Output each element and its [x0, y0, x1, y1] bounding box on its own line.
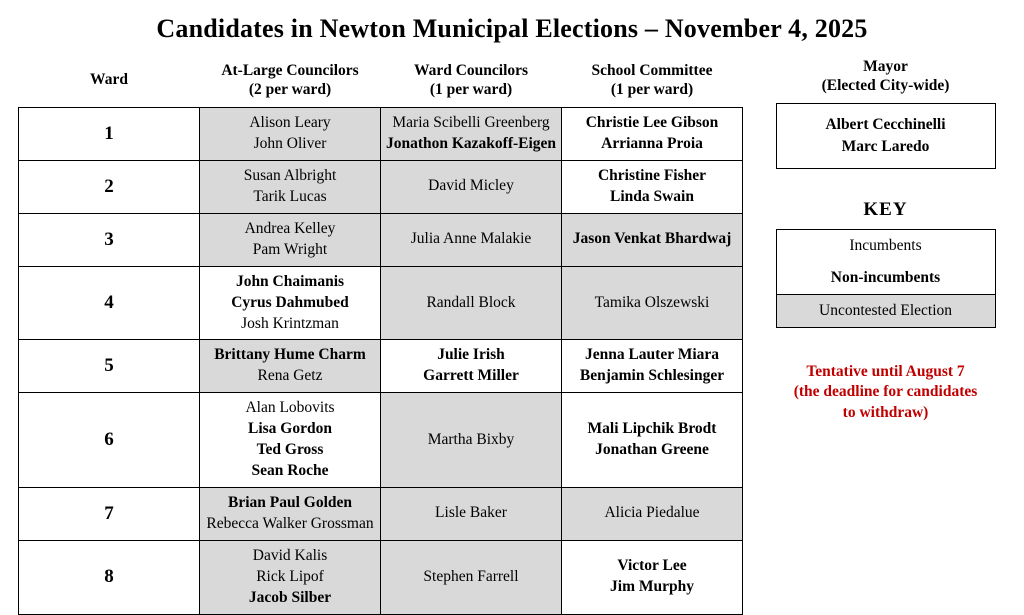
candidate-name: Rena Getz — [257, 367, 323, 385]
school-committee-cell — [562, 266, 743, 340]
key-title: KEY — [863, 198, 908, 220]
at-large-cell — [200, 393, 381, 488]
at-large-cell — [200, 108, 381, 161]
ward-number: 1 — [19, 108, 200, 161]
at-large-cell — [200, 488, 381, 541]
column-header-ward-councilors-line2: (1 per ward) — [429, 80, 513, 98]
mayor-heading-line1: Mayor — [863, 58, 908, 75]
at-large-cell — [200, 340, 381, 393]
ward-number: 7 — [19, 488, 200, 541]
ward-number: 2 — [19, 161, 200, 214]
column-header-school-committee-line2: (1 per ward) — [610, 80, 694, 98]
table-row — [19, 488, 743, 541]
school-committee-cell — [562, 540, 743, 614]
ward-councilor-cell — [381, 161, 562, 214]
side-column — [765, 58, 1006, 424]
candidate-name: John Oliver — [253, 135, 327, 153]
candidate-name: David Micley — [428, 177, 514, 195]
candidate-name: John Chaimanis — [235, 272, 345, 290]
candidate-name: Maria Scibelli Greenberg — [392, 114, 550, 132]
page-title: Candidates in Newton Municipal Elections – November 4, 2025 — [156, 14, 868, 43]
tentative-note-line3: to withdraw) — [842, 404, 929, 422]
candidate-name: Benjamin Schlesinger — [579, 367, 725, 385]
content-area — [0, 44, 1024, 615]
candidate-name: Andrea Kelley — [244, 219, 336, 237]
column-header-at-large-line1: At-Large Councilors — [221, 62, 359, 79]
candidate-name: Lisle Baker — [435, 504, 507, 522]
ward-number: 5 — [19, 340, 200, 393]
candidate-name: Susan Albright — [243, 167, 337, 185]
table-row — [19, 540, 743, 614]
candidate-name: Victor Lee — [617, 557, 687, 575]
school-committee-cell — [562, 488, 743, 541]
table-row — [19, 161, 743, 214]
ward-councilor-cell — [381, 108, 562, 161]
ward-number: 8 — [19, 540, 200, 614]
candidate-name: Jason Venkat Bhardwaj — [572, 230, 732, 248]
at-large-cell — [200, 266, 381, 340]
candidate-name: Julia Anne Malakie — [410, 230, 532, 248]
candidate-name: Christine Fisher — [597, 167, 707, 185]
column-header-ward: Ward — [90, 71, 128, 89]
at-large-cell — [200, 540, 381, 614]
candidate-name: Sean Roche — [251, 462, 329, 480]
ward-number: 6 — [19, 393, 200, 488]
mayor-candidates-box — [776, 103, 996, 168]
mayor-candidate: Marc Laredo — [841, 137, 930, 155]
candidate-name: Jenna Lauter Miara — [584, 346, 720, 364]
candidate-name: David Kalis — [252, 546, 328, 564]
mayor-heading-line2: (Elected City-wide) — [821, 76, 950, 94]
ward-number: 3 — [19, 213, 200, 266]
candidate-name: Randall Block — [426, 293, 516, 311]
ward-councilor-cell — [381, 213, 562, 266]
table-row — [19, 108, 743, 161]
school-committee-cell — [562, 108, 743, 161]
candidate-name: Stephen Farrell — [423, 567, 519, 585]
candidate-name: Arrianna Proia — [601, 135, 703, 153]
ward-councilor-cell — [381, 266, 562, 340]
candidate-name: Tamika Olszewski — [594, 293, 710, 311]
ward-councilor-cell — [381, 340, 562, 393]
table-row — [19, 393, 743, 488]
tentative-note-line2: (the deadline for candidates — [793, 383, 978, 401]
candidate-name: Alan Lobovits — [245, 399, 335, 417]
ward-councilor-cell — [381, 488, 562, 541]
school-committee-cell — [562, 393, 743, 488]
ward-number: 4 — [19, 266, 200, 340]
mayor-candidate: Albert Cecchinelli — [825, 116, 946, 134]
table-row — [19, 340, 743, 393]
tentative-note — [771, 362, 1001, 425]
candidate-name: Alicia Piedalue — [604, 504, 700, 522]
candidate-name: Martha Bixby — [427, 430, 515, 448]
table-row — [19, 213, 743, 266]
candidate-name: Rick Lipof — [256, 567, 324, 585]
candidate-name: Jonathon Kazakoff-Eigen — [385, 135, 557, 153]
key-row-incumbents: Incumbents — [849, 236, 922, 254]
tentative-note-line1: Tentative until August 7 — [806, 362, 965, 380]
candidate-name: Mali Lipchik Brodt — [587, 420, 717, 438]
candidate-name: Cyrus Dahmubed — [231, 293, 349, 311]
key-row-uncontested: Uncontested Election — [777, 294, 995, 327]
ward-councilor-cell — [381, 540, 562, 614]
candidate-name: Garrett Miller — [423, 367, 519, 385]
table-header — [19, 58, 743, 108]
candidate-name: Brittany Hume Charm — [214, 346, 366, 364]
table-row — [19, 266, 743, 340]
candidate-name: Tarik Lucas — [253, 187, 327, 205]
column-header-school-committee-line1: School Committee — [591, 62, 713, 79]
table-body — [19, 108, 743, 614]
candidates-table — [18, 58, 743, 615]
column-header-school-committee — [562, 58, 743, 108]
at-large-cell — [200, 213, 381, 266]
school-committee-cell — [562, 213, 743, 266]
candidate-name: Rebecca Walker Grossman — [206, 514, 374, 532]
candidate-name: Christie Lee Gibson — [585, 114, 719, 132]
key-box — [776, 229, 996, 328]
candidate-name: Alison Leary — [249, 114, 331, 132]
mayor-heading — [822, 58, 950, 103]
column-header-ward-councilors — [381, 58, 562, 108]
candidate-name: Josh Krintzman — [241, 314, 339, 332]
key-row-non-incumbents: Non-incumbents — [830, 268, 941, 286]
column-header-at-large — [200, 58, 381, 108]
candidate-name: Lisa Gordon — [248, 420, 332, 438]
ward-councilor-cell — [381, 393, 562, 488]
candidate-name: Pam Wright — [252, 240, 328, 258]
column-header-ward-councilors-line1: Ward Councilors — [413, 62, 529, 79]
candidate-name: Ted Gross — [256, 441, 324, 459]
candidate-name: Brian Paul Golden — [227, 494, 353, 512]
candidate-name: Jacob Silber — [248, 588, 332, 606]
candidate-name: Jim Murphy — [610, 578, 694, 596]
candidate-name: Linda Swain — [609, 187, 694, 205]
school-committee-cell — [562, 340, 743, 393]
candidate-name: Jonathan Greene — [595, 441, 709, 459]
candidate-name: Julie Irish — [437, 346, 505, 364]
school-committee-cell — [562, 161, 743, 214]
table-header-row — [19, 58, 743, 108]
column-header-at-large-line2: (2 per ward) — [248, 80, 332, 98]
at-large-cell — [200, 161, 381, 214]
